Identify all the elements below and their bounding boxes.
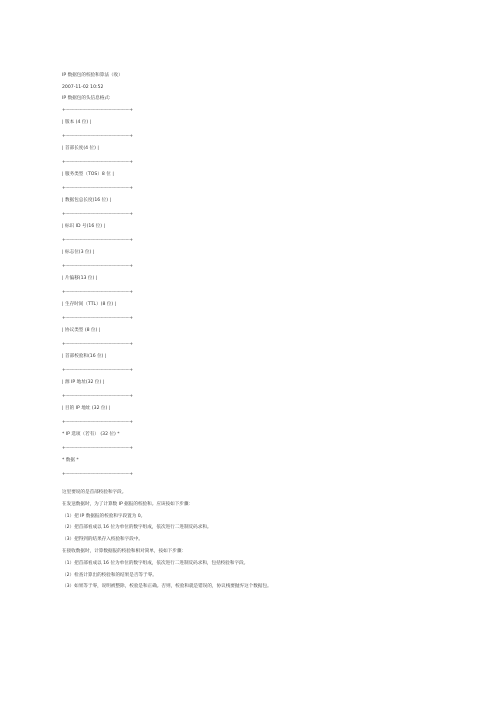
separator-line: +-------------------------------------------------+ xyxy=(62,263,133,268)
paragraph: 在接收数据时，计算数据报的校验和相对简单，按如下步骤： xyxy=(62,548,187,554)
separator-line: +-------------------------------------------------+ xyxy=(62,289,133,294)
field-ip-options: * IP 选项（若有） (32 位) * xyxy=(62,432,120,437)
field-version: | 版本 (4 位) | xyxy=(62,120,92,125)
header-format-intro: IP 数据包的头信息格式: xyxy=(62,96,111,101)
separator-line: +-------------------------------------------------+ xyxy=(62,367,133,372)
field-destination-ip: | 目的 IP 地址 (32 位) | xyxy=(62,406,111,411)
checksum-explanation xyxy=(62,490,472,590)
field-ttl: | 生存时间（TTL）(8 位) | xyxy=(62,302,117,307)
separator-line: +-------------------------------------------------+ xyxy=(62,107,133,112)
field-total-length: | 数据包总长度(16 位) | xyxy=(62,198,112,203)
header-format-diagram xyxy=(62,107,472,477)
paragraph: （1）把 IP 数据报的校验和字段置为 0。 xyxy=(62,513,146,519)
separator-line: +-------------------------------------------------+ xyxy=(62,159,133,164)
field-fragment-offset: | 片偏移(13 位) | xyxy=(62,276,98,281)
field-source-ip: | 源 IP 地址(32 位) | xyxy=(62,380,105,385)
paragraph: （1）把首部看成以 16 位为单位的数字组成，依次进行二进制反码求和，包括校验和字段。 xyxy=(62,560,249,566)
paragraph: 在发送数据时，为了计算数 IP 据报的校验和。应该按如下步骤： xyxy=(62,501,194,507)
field-flags: | 标志位(3 位) | xyxy=(62,250,95,255)
field-tos: | 服务类型（TOS）8 位 | xyxy=(62,172,114,177)
paragraph: （3）把得到的结果存入校验和字段中。 xyxy=(62,537,144,543)
separator-line: +-------------------------------------------------+ xyxy=(62,419,133,424)
separator-line: +-------------------------------------------------+ xyxy=(62,471,133,476)
document-body xyxy=(62,73,472,596)
field-header-checksum: | 首部校验和(16 位) | xyxy=(62,354,107,359)
separator-line: +-------------------------------------------------+ xyxy=(62,237,133,242)
separator-line: +-------------------------------------------------+ xyxy=(62,185,133,190)
field-identification: | 标识 ID 号(16 位) | xyxy=(62,224,106,229)
field-data: * 数据 * xyxy=(62,458,79,463)
field-header-length: | 首部长度(4 位) | xyxy=(62,146,99,151)
document-date: 2007-11-02 10:52 xyxy=(62,84,104,90)
field-protocol: | 协议类型 (8 位) | xyxy=(62,328,101,333)
paragraph: 这里要说的是首部校验和字段。 xyxy=(62,490,127,495)
paragraph: （3）如果等于零，说明被整除，校验是和正确。否则，校验和就是错误的，协议栈要抛弃这个数据包。 xyxy=(62,584,272,590)
separator-line: +-------------------------------------------------+ xyxy=(62,211,133,216)
separator-line: +-------------------------------------------------+ xyxy=(62,133,133,138)
separator-line: +-------------------------------------------------+ xyxy=(62,393,133,398)
separator-line: +-------------------------------------------------+ xyxy=(62,445,133,450)
separator-line: +-------------------------------------------------+ xyxy=(62,341,133,346)
document-title: IP 数据包的校验和算法（收） xyxy=(62,73,123,78)
separator-line: +-------------------------------------------------+ xyxy=(62,315,133,320)
paragraph: （2）把首部看成以 16 位为单位的数字组成，依次进行二进制反码求和。 xyxy=(62,525,212,531)
paragraph: （2）检查计算出的校验和的结果是否等于零。 xyxy=(62,572,157,578)
